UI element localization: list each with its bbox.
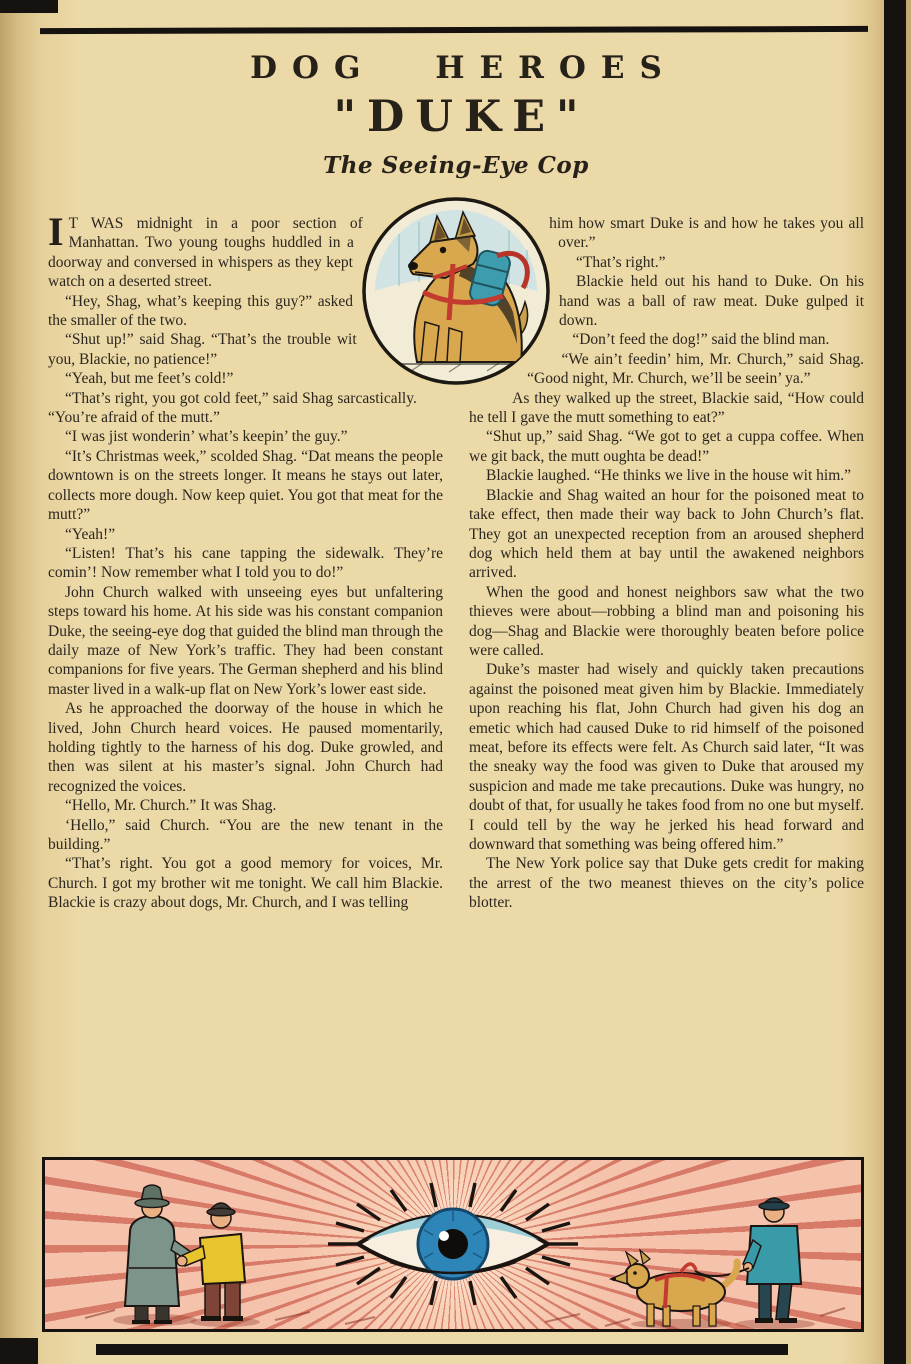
story-paragraph: The New York police say that Duke gets credit for making the arrest of the two meanest thieves on the city’s police blotter.: [469, 855, 864, 912]
bottom-rule: [96, 1344, 788, 1355]
story-paragraph: ‘Hello,” said Church. “You are the new tenant in the building.”: [48, 816, 443, 853]
story-paragraph: When the good and honest neighbors saw what the two thieves were about—robbing a blind man and poisoning his dog—Shag and Blackie were thoroughly beaten before police were called.: [469, 583, 864, 659]
scan-artifact-top-left: [0, 0, 58, 13]
page-header: [48, 50, 864, 179]
guide-dog-medallion-graphic: [359, 194, 553, 388]
page-edge-sliver: [906, 0, 911, 1364]
story-title: "DUKE": [333, 92, 590, 142]
story-paragraph: Blackie held out his hand to Duke. On his hand was a ball of raw meat. Duke gulped it down.: [559, 273, 864, 330]
story-paragraph: “That’s right, you got cold feet,” said Shag sarcastically. “You’re afraid of the mutt.”: [48, 389, 417, 427]
story-paragraph: John Church walked with unseeing eyes but unfaltering steps toward his home. At his side was his constant companion Duke, the seeing-eye dog that guided the blind man through the daily maze of New York’s traffic. They had been constant companions for five years. The German shepherd and his blind master lived in a walk-up flat on New York’s lower east side.: [48, 583, 443, 698]
story-paragraph: Blackie and Shag waited an hour for the poisoned meat to take effect, then made their way back to John Church’s flat. They got an unexpected reception from an aroused shepherd dog which held them at bay until the awakened neighbors arrived.: [469, 486, 864, 582]
story-paragraph: “It’s Christmas week,” scolded Shag. “Dat means the people downtown is on the streets longer. It means he stays out later, collects more dough. Now keep quiet. You got that meat for the mutt?”: [48, 447, 443, 524]
story-paragraph: “That’s right.”: [576, 253, 666, 271]
scan-artifact-bottom-left: [0, 1338, 38, 1364]
page-edge-black-strip: [884, 0, 906, 1364]
first-paragraph-text: T WAS midnight in a poor section of Manhattan. Two young toughs huddled in a doorway and conversed in whispers as they kept watch on a deserted street.: [48, 215, 363, 291]
story-paragraph: As they walked up the street, Blackie said, “How could he tell I gave the mutt something to eat?”: [469, 389, 864, 427]
story-paragraph: As he approached the doorway of the house in which he lived, John Church heard voices. He paused momentarily, holding tightly to the harness of his dog. Duke growled, and then was silent at his master’s signal. John Church had recognized the voices.: [48, 700, 443, 795]
story-paragraph: “Listen! That’s his cane tapping the sidewalk. They’re comin’! Now remember what I told you to do!”: [48, 544, 443, 582]
series-title: DOG HEROES: [250, 50, 677, 86]
story-paragraph: “Hello, Mr. Church.” It was Shag.: [65, 797, 277, 815]
story-subtitle: The Seeing-Eye Cop: [323, 152, 589, 179]
story-paragraph-continuation: him how smart Duke is and how he takes you all over.”: [549, 215, 864, 252]
story-paragraph: Duke’s master had wisely and quickly taken precautions against the poisoned meat given him by Blackie. Immediately upon reaching his flat, John Church had given his dog an emetic which had caused Duke to rid himself of the poisoned meat, before its effects were felt. As Church said later, “It was the sneaky way the food was given to Duke that aroused my suspicion and made me take precautions. Duke was hungry, no doubt of that, for usually he takes food from no one but myself. I could tell by the way he jerked his head forward and downward that something was being offered him.”: [469, 661, 864, 853]
story-paragraph: “We ain’t feedin’ him, Mr. Church,” said Shag. “Good night, Mr. Church, we’ll be seein’ ya.”: [527, 350, 864, 388]
story-paragraph: “Shut up!” said Shag. “That’s the trouble wit you, Blackie, no patience!”: [48, 331, 357, 368]
story-paragraph: “That’s right. You got a good memory for voices, Mr. Church. I got my brother wit me tonight. We call him Blackie. Blackie is crazy about dogs, Mr. Church, and I was telling: [48, 855, 443, 912]
duke-portrait-illustration: [359, 194, 553, 388]
giant-eye-illustration: [358, 1209, 548, 1279]
two-thugs-figures: [113, 1185, 260, 1327]
man-walking-dog-figure: [611, 1198, 815, 1329]
bottom-illustration-panel: [42, 1157, 864, 1332]
story-paragraph: “I was jist wonderin’ what’s keepin’ the guy.”: [65, 428, 348, 446]
story-paragraph: Blackie laughed. “He thinks we live in the house wit him.”: [486, 467, 852, 485]
story-paragraph: “Don’t feed the dog!” said the blind man.: [572, 331, 830, 349]
eye-surveillance-scene: [45, 1160, 861, 1329]
drop-cap: I: [48, 209, 64, 254]
story-paragraph: “Yeah!”: [65, 525, 116, 543]
story-paragraph: “Yeah, but me feet’s cold!”: [65, 370, 234, 388]
story-paragraph: “Hey, Shag, what’s keeping this guy?” asked the smaller of the two.: [48, 292, 353, 330]
story-paragraph: “Shut up,” said Shag. “We got to get a cuppa coffee. When we git back, the mutt oughta be dead!”: [469, 428, 864, 465]
